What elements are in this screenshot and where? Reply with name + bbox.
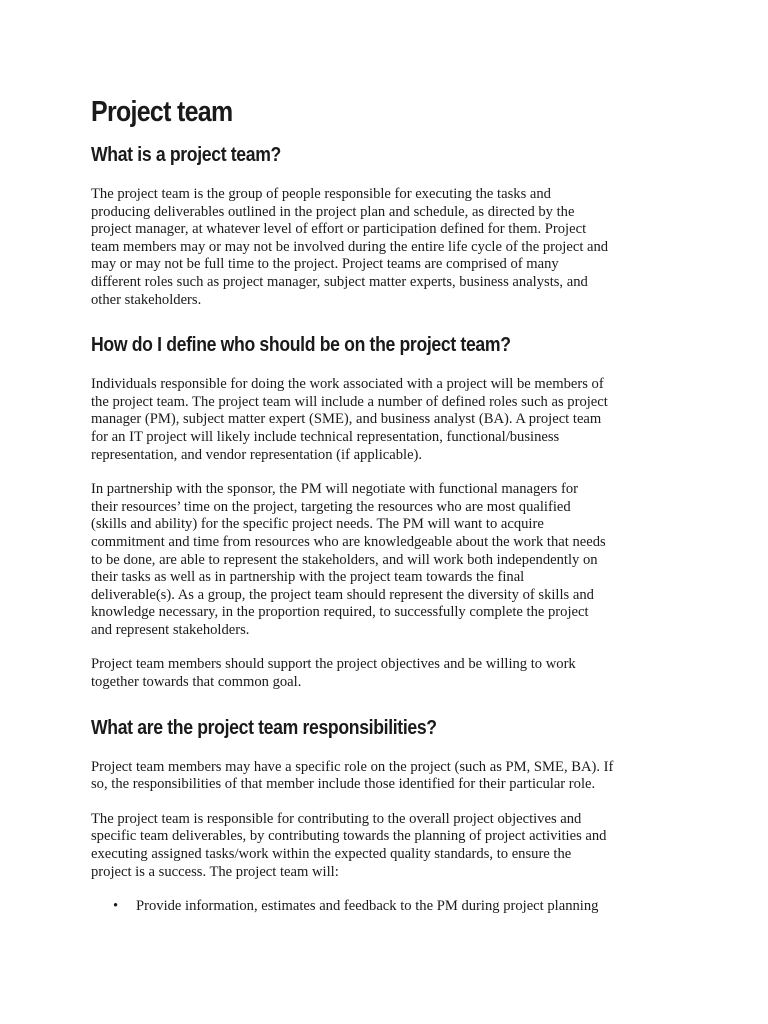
section-heading-what-is: What is a project team? [91,143,281,166]
section-heading-responsibilities: What are the project team responsibilities? [91,715,437,739]
paragraph: Project team members should support the project objectives and be willing to work together towards that common goal. [91,656,576,691]
list-item [91,898,681,916]
paragraph: Individuals responsible for doing the work associated with a project will be members of the project team. The project team will include a number of defined roles such as project manager (PM), subject matter expert (SME), and business analyst (BA). A project team for an IT project will likely include technical representation, functional/business representation, and vendor representation (if applicable). [91,376,608,463]
paragraph: The project team is responsible for contributing to the overall project objectives and specific team deliverables, by contributing towards the planning of project activities and executing assigned tasks/work within the expected quality standards, to ensure the project is a success. The project team will: [91,810,607,880]
document-page [91,92,681,916]
paragraph: Project team members may have a specific role on the project (such as PM, SME, BA). If so, the responsibilities of that member include those identified for their particular role. [91,758,614,793]
document-title: Project team [91,96,233,128]
responsibility-list [91,898,681,916]
paragraph: In partnership with the sponsor, the PM will negotiate with functional managers for their resources’ time on the project, targeting the resources who are most qualified (skills and ability) for the specific project needs. The PM will want to acquire commitment and time from resources who are knowledgeable about the work that needs to be done, are able to represent the stakeholders, and will work both independently on their tasks as well as in partnership with the project team towards the final deliverable(s). As a group, the project team should represent the diversity of skills and knowledge necessary, in the proportion required, to successfully complete the project and represent stakeholders. [91,481,606,638]
paragraph: The project team is the group of people responsible for executing the tasks and producing deliverables outlined in the project plan and schedule, as directed by the project manager, at whatever level of effort or participation defined for them. Project team members may or may not be involved during the entire life cycle of the project and may or may not be full time to the project. Project teams are comprised of many different roles such as project manager, subject matter experts, business analysts, and other stakeholders. [91,186,609,308]
list-item-text: Provide information, estimates and feedback to the PM during project planning [136,898,599,915]
section-heading-how-define: How do I define who should be on the project team? [91,333,511,357]
bullet-icon: • [113,898,119,915]
